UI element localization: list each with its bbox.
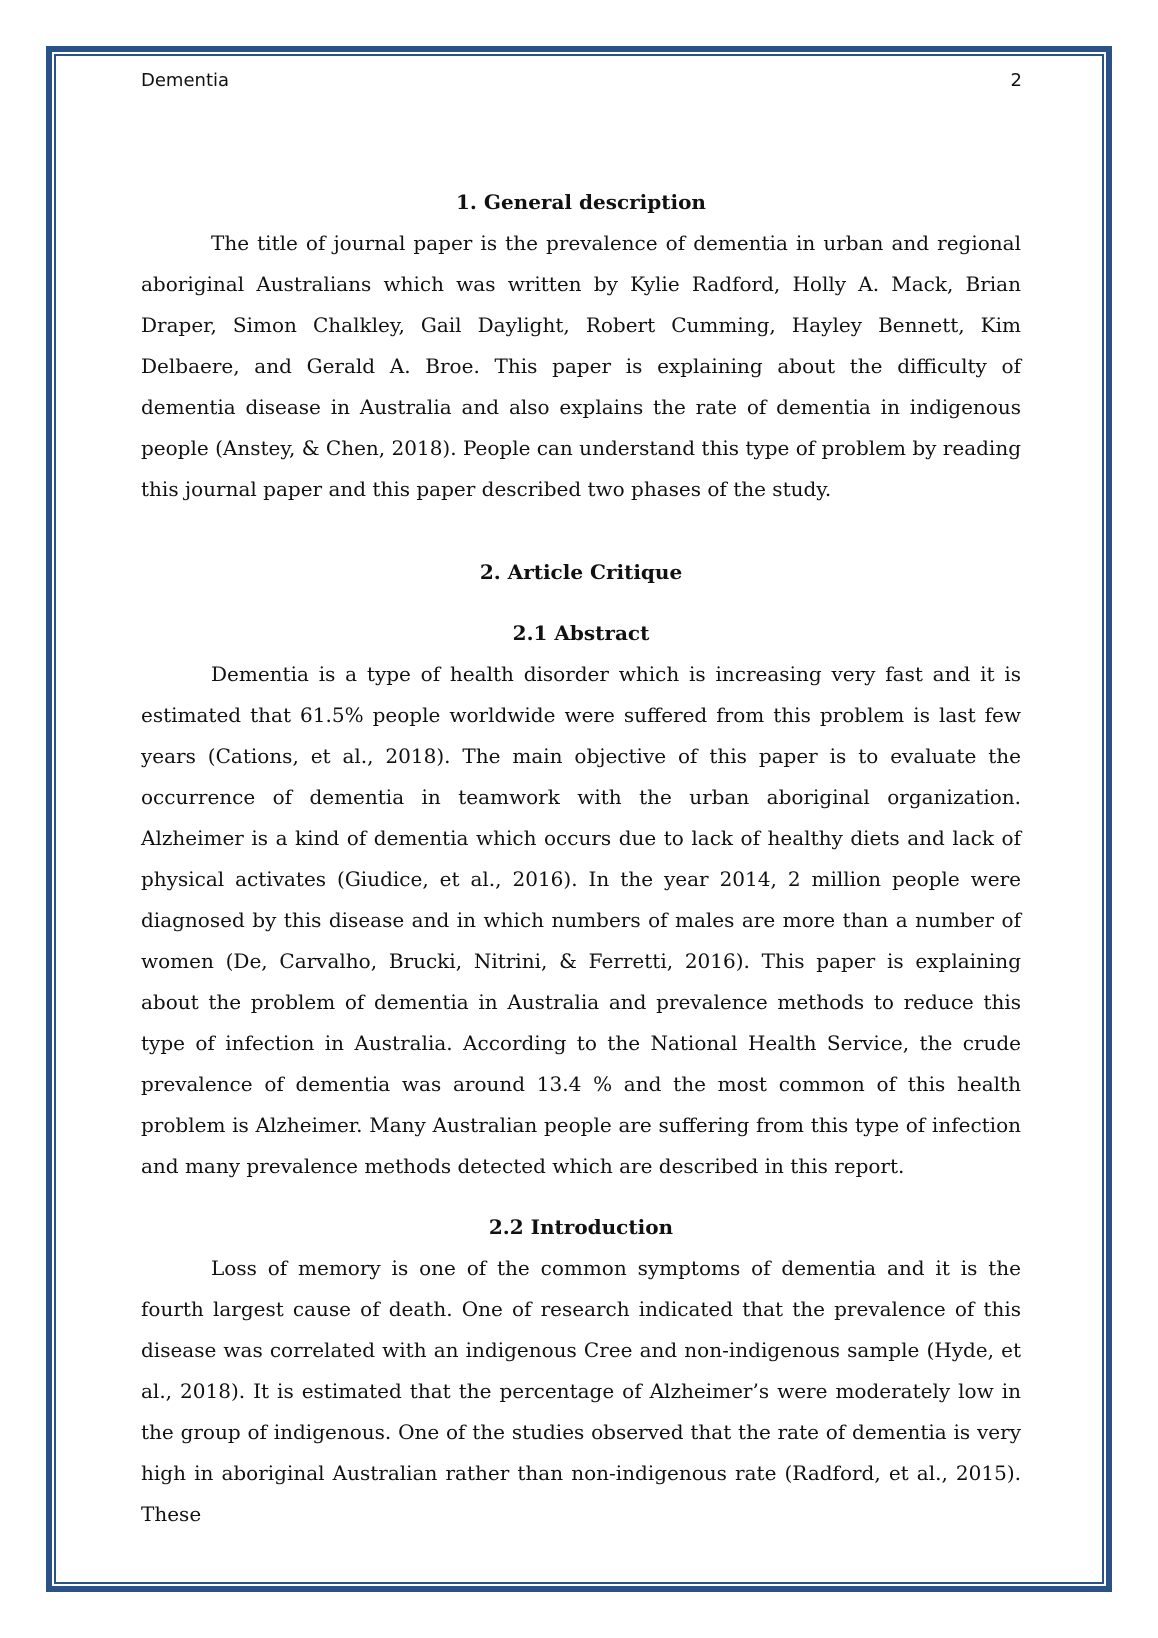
paragraph-introduction: Loss of memory is one of the common symptoms of dementia and it is the fourth largest cause of death. One of research indicated that the prevalence of this disease was correlated with an indigenous Cree and non-indigenous sample (Hyde, et al., 2018). It is estimated that the percentage of Alzheimer’s were moderately low in the group of indigenous. One of the studies observed that the rate of dementia is very high in aboriginal Australian rather than non-indigenous rate (Radford, et al., 2015). These — [141, 1256, 1021, 1526]
paragraph-abstract: Dementia is a type of health disorder which is increasing very fast and it is estimated that 61.5% people worldwide were suffered from this problem is last few years (Cations, et al., 2018). The main objective of this paper is to evaluate the occurrence of dementia in teamwork with the urban aboriginal organization. Alzheimer is a kind of dementia which occurs due to lack of healthy diets and lack of physical activates (Giudice, et al., 2016). In the year 2014, 2 million people were diagnosed by this disease and in which numbers of males are more than a number of women (De, Carvalho, Brucki, Nitrini, & Ferretti, 2016). This paper is explaining about the problem of dementia in Australia and prevalence methods to reduce this type of infection in Australia. According to the National Health Service, the crude prevalence of dementia was around 13.4 % and the most common of this health problem is Alzheimer. Many Australian people are suffering from this type of infection and many prevalence methods detected which are described in this report. — [141, 662, 1021, 1178]
paragraph-general-description: The title of journal paper is the prevalence of dementia in urban and regional aboriginal Australians which was written by Kylie Radford, Holly A. Mack, Brian Draper, Simon Chalkley, Gail Daylight, Robert Cumming, Hayley Bennett, Kim Delbaere, and Gerald A. Broe. This paper is explaining about the difficulty of dementia disease in Australia and also explains the rate of dementia in indigenous people (Anstey, & Chen, 2018). People can understand this type of problem by reading this journal paper and this paper described two phases of the study. — [141, 231, 1021, 501]
section-heading-abstract: 2.1 Abstract — [512, 621, 650, 645]
running-head: Dementia — [141, 70, 230, 91]
section-heading-article-critique: 2. Article Critique — [479, 560, 683, 584]
page-number: 2 — [1010, 70, 1022, 91]
spacer — [141, 510, 1021, 552]
section-heading-general-description: 1. General description — [456, 190, 706, 214]
spacer — [141, 593, 1021, 613]
section-heading-introduction: 2.2 Introduction — [488, 1215, 674, 1239]
document-body — [141, 182, 1021, 1535]
spacer — [141, 1187, 1021, 1207]
